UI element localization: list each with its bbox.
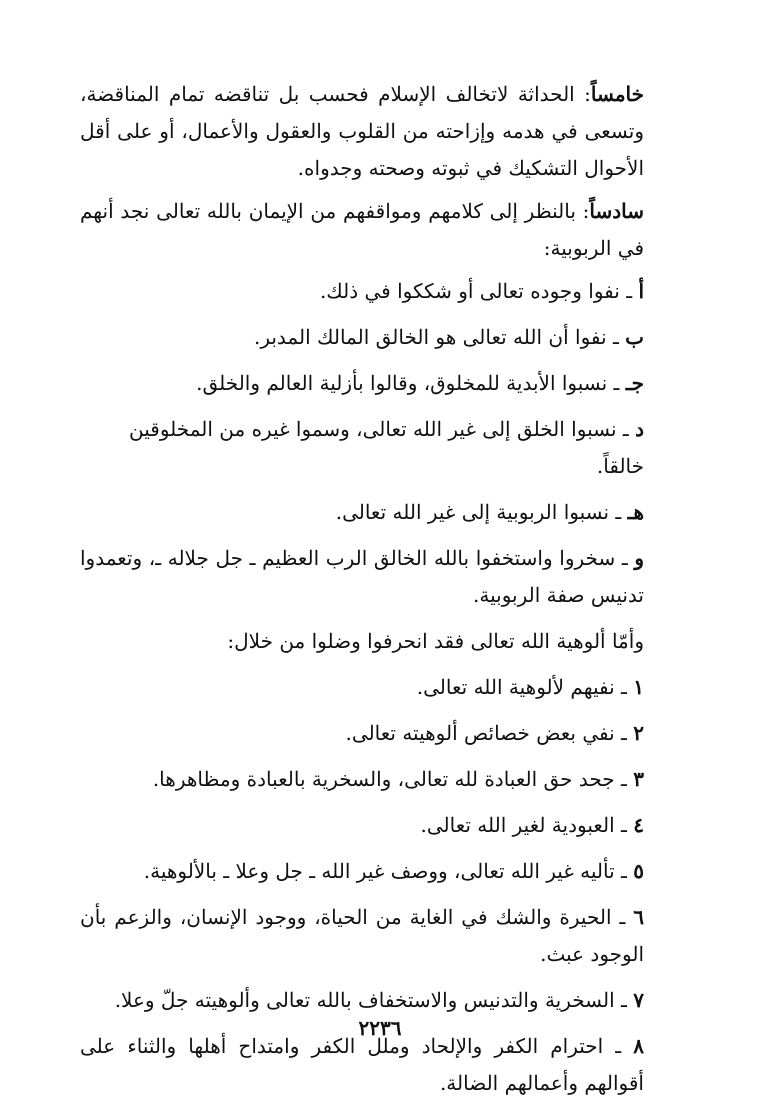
list-item bbox=[80, 761, 678, 798]
item-marker: ٢ bbox=[633, 721, 644, 745]
item-text: ـ تأليه غير الله تعالى، ووصف غير الله ـ جل وعلا ـ بالألوهية. bbox=[143, 859, 634, 883]
list-item bbox=[80, 669, 678, 706]
item-text: ـ سخروا واستخفوا بالله الخالق الرب العظيم ـ جل جلاله ـ، وتعمدوا تدنيس صفة الربوبية. bbox=[80, 546, 644, 607]
paragraph-label: سادساً bbox=[589, 199, 644, 223]
paragraph-label: خامساً bbox=[590, 82, 644, 106]
item-marker: أ bbox=[638, 279, 644, 303]
item-text: ـ نفوا أن الله تعالى هو الخالق المالك المدبر. bbox=[253, 325, 626, 349]
paragraph-fifth bbox=[80, 76, 678, 187]
list-item bbox=[80, 273, 678, 310]
paragraph-text: : الحداثة لاتخالف الإسلام فحسب بل تناقضه تمام المناقضة، وتسعى في هدمه وإزاحته من القلوب والعقول والأعمال، أو على أقل الأحوال التشكيك في ثبوته وصحته وجدواه. bbox=[80, 82, 644, 180]
paragraph-sixth bbox=[80, 193, 678, 267]
list-item bbox=[80, 853, 678, 890]
item-text: ـ نسبوا الأبدية للمخلوق، وقالوا بأزلية العالم والخلق. bbox=[196, 371, 626, 395]
item-text: ـ نفوا وجوده تعالى أو شككوا في ذلك. bbox=[319, 279, 639, 303]
item-text: ـ نفي بعض خصائص ألوهيته تعالى. bbox=[345, 721, 634, 745]
list-item bbox=[80, 982, 678, 1019]
item-text: ـ نسبوا الخلق إلى غير الله تعالى، وسموا غيره من المخلوقين خالقاً. bbox=[129, 417, 644, 478]
item-text: ـ السخرية والتدنيس والاستخفاف بالله تعالى وألوهيته جلّ وعلا. bbox=[114, 988, 634, 1012]
item-marker: و bbox=[634, 546, 644, 570]
list-item bbox=[80, 319, 678, 356]
item-marker: ٦ bbox=[633, 905, 644, 929]
list-item bbox=[80, 540, 678, 614]
item-marker: ٤ bbox=[633, 813, 644, 837]
item-marker: جـ bbox=[625, 371, 644, 395]
item-text: ـ نسبوا الربوبية إلى غير الله تعالى. bbox=[335, 500, 628, 524]
list-item bbox=[80, 494, 678, 531]
item-marker: ٥ bbox=[633, 859, 644, 883]
item-marker: ٨ bbox=[633, 1034, 644, 1058]
list-item bbox=[80, 365, 678, 402]
item-marker: ب bbox=[625, 325, 644, 349]
item-text: ـ جحد حق العبادة لله تعالى، والسخرية بالعبادة ومظاهرها. bbox=[152, 767, 634, 791]
paragraph-text: : بالنظر إلى كلامهم ومواقفهم من الإيمان بالله تعالى نجد أنهم في الربوبية: bbox=[80, 199, 644, 260]
rububiyya-list bbox=[80, 273, 678, 614]
item-marker: ١ bbox=[633, 675, 644, 699]
item-text: ـ العبودية لغير الله تعالى. bbox=[420, 813, 634, 837]
list-item bbox=[80, 899, 678, 973]
item-marker: ٧ bbox=[633, 988, 644, 1012]
item-text: ـ الحيرة والشك في الغاية من الحياة، ووجود الإنسان، والزعم بأن الوجود عبث. bbox=[80, 905, 644, 966]
item-text: ـ احترام الكفر والإلحاد وملل الكفر وامتداح أهلها والثناء على أقوالهم وأعمالهم الضالة. bbox=[80, 1034, 644, 1095]
uluhiyya-intro: وأمّا ألوهية الله تعالى فقد انحرفوا وضلوا من خلال: bbox=[227, 629, 644, 653]
item-marker: هـ bbox=[627, 500, 644, 524]
list-item bbox=[80, 411, 678, 485]
list-item bbox=[80, 715, 678, 752]
page-number: ٢٢٣٦ bbox=[358, 1016, 402, 1040]
item-marker: ٣ bbox=[633, 767, 644, 791]
list-item bbox=[80, 807, 678, 844]
item-marker: د bbox=[635, 417, 644, 441]
item-text: ـ نفيهم لألوهية الله تعالى. bbox=[416, 675, 634, 699]
